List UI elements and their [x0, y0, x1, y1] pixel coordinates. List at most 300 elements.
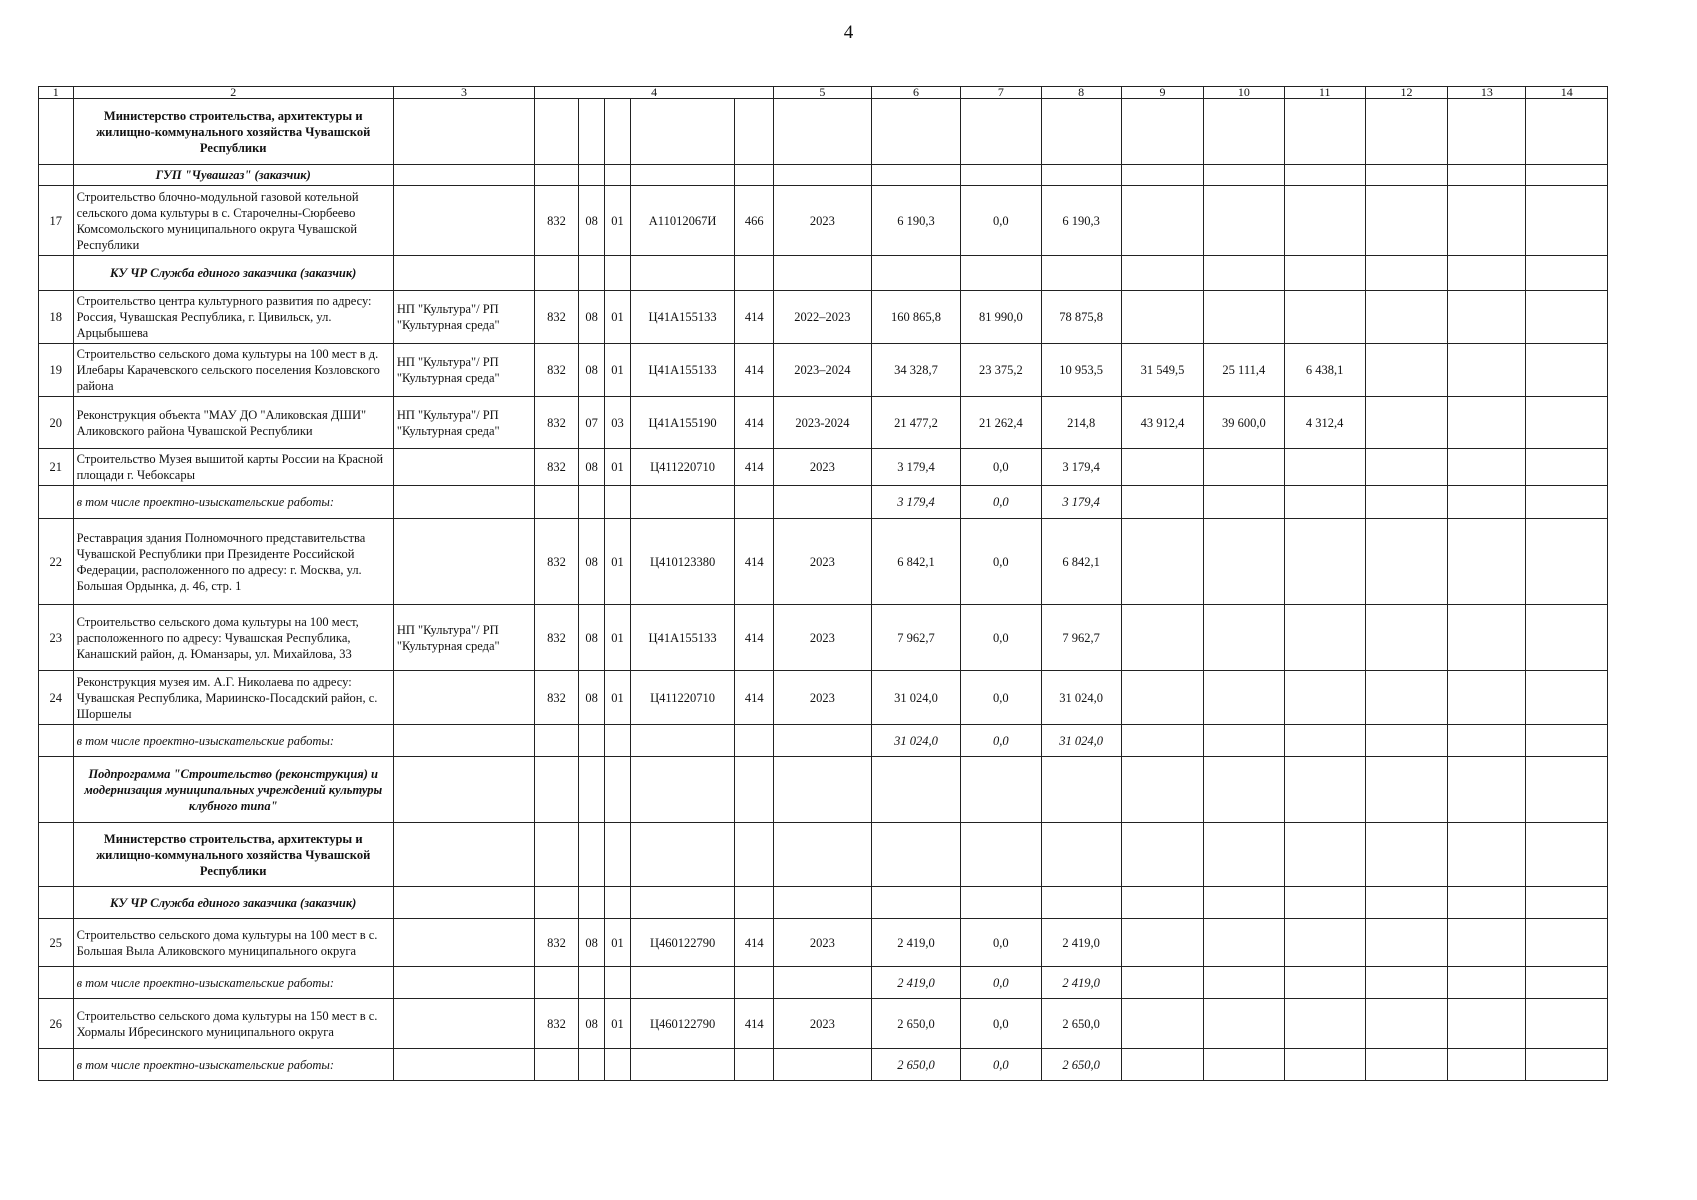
code-section: 08	[578, 519, 604, 605]
empty-c7	[961, 887, 1041, 919]
code-subsection	[605, 757, 630, 823]
program-name	[393, 519, 534, 605]
code-expense-type	[735, 887, 774, 919]
empty-c9	[1121, 757, 1203, 823]
amount-c6: 2 419,0	[871, 919, 960, 967]
empty-c13	[1448, 1049, 1526, 1081]
amount-c7: 0,0	[961, 671, 1041, 725]
table-row	[39, 291, 1608, 344]
code-section	[578, 823, 604, 887]
empty-c14	[1526, 605, 1608, 671]
empty-c14	[1526, 1049, 1608, 1081]
row-number: 17	[39, 186, 74, 256]
empty-c11	[1284, 967, 1365, 999]
empty-c11	[1284, 757, 1365, 823]
code-section: 07	[578, 397, 604, 449]
program-name: НП "Культура"/ РП "Культурная среда"	[393, 397, 534, 449]
amount-c8: 7 962,7	[1041, 605, 1121, 671]
empty-c14	[1526, 291, 1608, 344]
design-works-row	[39, 967, 1608, 999]
amount-c7: 0,0	[961, 919, 1041, 967]
code-section	[578, 99, 604, 165]
subprogram-label: Подпрограмма "Строительство (реконструкция) и модернизация муниципальных учреждений культуры клубного типа"	[73, 757, 393, 823]
empty-c7	[961, 165, 1041, 186]
code-section	[578, 725, 604, 757]
column-number: 2	[73, 87, 393, 99]
empty-c12	[1365, 605, 1447, 671]
empty-c14	[1526, 256, 1608, 291]
program-name	[393, 1049, 534, 1081]
code-subsection: 01	[605, 449, 630, 486]
table-row	[39, 449, 1608, 486]
code-section: 08	[578, 605, 604, 671]
design-works-row	[39, 725, 1608, 757]
empty-c11	[1284, 99, 1365, 165]
period: 2023	[774, 999, 872, 1049]
empty-c9	[1121, 823, 1203, 887]
period: 2023–2024	[774, 344, 872, 397]
empty-c12	[1365, 887, 1447, 919]
amount-c8: 2 419,0	[1041, 919, 1121, 967]
amount-c6: 6 190,3	[871, 186, 960, 256]
amount-c9	[1121, 186, 1203, 256]
amount-c7: 0,0	[961, 605, 1041, 671]
amount-c11	[1284, 449, 1365, 486]
amount-c9: 31 549,5	[1121, 344, 1203, 397]
code-section	[578, 887, 604, 919]
code-grbs	[535, 823, 579, 887]
empty-c12	[1365, 999, 1447, 1049]
code-target-article	[630, 165, 735, 186]
period: 2023	[774, 671, 872, 725]
empty-c8	[1041, 887, 1121, 919]
row-number: 18	[39, 291, 74, 344]
empty-c12	[1365, 165, 1447, 186]
customer-label: КУ ЧР Служба единого заказчика (заказчик)	[73, 887, 393, 919]
design-works-label: в том числе проектно-изыскательские работы:	[73, 486, 393, 519]
code-subsection	[605, 887, 630, 919]
ministry-label: Министерство строительства, архитектуры и жилищно-коммунального хозяйства Чувашской Республики	[73, 99, 393, 165]
design-works-row	[39, 486, 1608, 519]
row-number: 23	[39, 605, 74, 671]
code-grbs	[535, 256, 579, 291]
code-expense-type	[735, 725, 774, 757]
amount-c8: 78 875,8	[1041, 291, 1121, 344]
column-number: 14	[1526, 87, 1608, 99]
amount-c6: 160 865,8	[871, 291, 960, 344]
empty-c8	[1041, 757, 1121, 823]
empty-c7	[961, 99, 1041, 165]
table-row	[39, 519, 1608, 605]
code-grbs: 832	[535, 186, 579, 256]
empty-c9	[1121, 99, 1203, 165]
amount-c11	[1284, 291, 1365, 344]
row-number: 26	[39, 999, 74, 1049]
code-section	[578, 967, 604, 999]
code-target-article: Ц460122790	[630, 919, 735, 967]
empty-c14	[1526, 919, 1608, 967]
row-number	[39, 757, 74, 823]
empty-c8	[1041, 256, 1121, 291]
code-grbs: 832	[535, 605, 579, 671]
row-number	[39, 99, 74, 165]
code-target-article	[630, 256, 735, 291]
amount-c10	[1204, 449, 1284, 486]
amount-c8: 2 419,0	[1041, 967, 1121, 999]
period	[774, 165, 872, 186]
amount-c9	[1121, 291, 1203, 344]
empty-c14	[1526, 449, 1608, 486]
empty-c13	[1448, 344, 1526, 397]
table-row	[39, 397, 1608, 449]
program-name: НП "Культура"/ РП "Культурная среда"	[393, 344, 534, 397]
period	[774, 725, 872, 757]
code-section	[578, 757, 604, 823]
amount-c6: 34 328,7	[871, 344, 960, 397]
code-grbs: 832	[535, 344, 579, 397]
ministry-label: Министерство строительства, архитектуры и жилищно-коммунального хозяйства Чувашской Республики	[73, 823, 393, 887]
empty-c8	[1041, 99, 1121, 165]
table-body	[39, 87, 1608, 1081]
column-number: 13	[1448, 87, 1526, 99]
code-expense-type	[735, 1049, 774, 1081]
empty-c13	[1448, 165, 1526, 186]
amount-c9	[1121, 999, 1203, 1049]
period	[774, 757, 872, 823]
column-number: 7	[961, 87, 1041, 99]
amount-c9	[1121, 605, 1203, 671]
amount-c7: 0,0	[961, 186, 1041, 256]
empty-c13	[1448, 671, 1526, 725]
code-expense-type: 414	[735, 344, 774, 397]
column-number: 12	[1365, 87, 1447, 99]
code-expense-type: 414	[735, 671, 774, 725]
empty-c6	[871, 823, 960, 887]
program-name	[393, 449, 534, 486]
code-grbs	[535, 1049, 579, 1081]
design-works-row	[39, 1049, 1608, 1081]
object-name: Строительство центра культурного развития по адресу: Россия, Чувашская Республика, г. Цивильск, ул. Арцыбышева	[73, 291, 393, 344]
empty-c13	[1448, 823, 1526, 887]
empty-c11	[1284, 165, 1365, 186]
empty-c9	[1121, 967, 1203, 999]
design-works-label: в том числе проектно-изыскательские работы:	[73, 725, 393, 757]
empty-c14	[1526, 671, 1608, 725]
code-section	[578, 165, 604, 186]
column-number: 6	[871, 87, 960, 99]
code-section	[578, 256, 604, 291]
amount-c10	[1204, 186, 1284, 256]
code-expense-type: 466	[735, 186, 774, 256]
code-section	[578, 486, 604, 519]
empty-c9	[1121, 887, 1203, 919]
code-section: 08	[578, 449, 604, 486]
code-subsection: 01	[605, 519, 630, 605]
row-number	[39, 486, 74, 519]
code-section	[578, 1049, 604, 1081]
period	[774, 823, 872, 887]
code-grbs	[535, 887, 579, 919]
empty-c13	[1448, 919, 1526, 967]
empty-c14	[1526, 186, 1608, 256]
empty-c13	[1448, 186, 1526, 256]
code-subsection	[605, 1049, 630, 1081]
empty-c14	[1526, 344, 1608, 397]
empty-c9	[1121, 165, 1203, 186]
empty-c14	[1526, 725, 1608, 757]
empty-c11	[1284, 256, 1365, 291]
code-section: 08	[578, 671, 604, 725]
program-name	[393, 99, 534, 165]
empty-c12	[1365, 449, 1447, 486]
empty-c12	[1365, 823, 1447, 887]
code-expense-type	[735, 256, 774, 291]
program-name	[393, 887, 534, 919]
empty-c12	[1365, 486, 1447, 519]
code-target-article: Ц41А155133	[630, 605, 735, 671]
code-grbs	[535, 165, 579, 186]
code-grbs: 832	[535, 999, 579, 1049]
page-number: 4	[843, 22, 854, 43]
code-expense-type: 414	[735, 605, 774, 671]
empty-c13	[1448, 887, 1526, 919]
amount-c11	[1284, 519, 1365, 605]
code-subsection	[605, 823, 630, 887]
code-expense-type	[735, 165, 774, 186]
amount-c10	[1204, 291, 1284, 344]
period: 2023-2024	[774, 397, 872, 449]
empty-c12	[1365, 344, 1447, 397]
column-number: 9	[1121, 87, 1203, 99]
period	[774, 1049, 872, 1081]
amount-c8: 6 842,1	[1041, 519, 1121, 605]
amount-c11	[1284, 671, 1365, 725]
object-name: Строительство сельского дома культуры на 100 мест в д. Илебары Карачевского сельского поселения Козловского района	[73, 344, 393, 397]
customer-label: ГУП "Чувашгаз" (заказчик)	[73, 165, 393, 186]
amount-c8: 2 650,0	[1041, 1049, 1121, 1081]
code-target-article	[630, 1049, 735, 1081]
column-number: 5	[774, 87, 872, 99]
amount-c10	[1204, 519, 1284, 605]
amount-c7: 0,0	[961, 486, 1041, 519]
object-name: Строительство сельского дома культуры на 100 мест в с. Большая Выла Аликовского муниципального округа	[73, 919, 393, 967]
table-row	[39, 671, 1608, 725]
empty-c14	[1526, 757, 1608, 823]
program-name	[393, 725, 534, 757]
amount-c6: 2 419,0	[871, 967, 960, 999]
empty-c13	[1448, 291, 1526, 344]
code-section: 08	[578, 291, 604, 344]
amount-c6: 7 962,7	[871, 605, 960, 671]
amount-c8: 2 650,0	[1041, 999, 1121, 1049]
amount-c10	[1204, 999, 1284, 1049]
empty-c12	[1365, 256, 1447, 291]
empty-c9	[1121, 256, 1203, 291]
empty-c13	[1448, 967, 1526, 999]
empty-c13	[1448, 519, 1526, 605]
code-subsection: 01	[605, 291, 630, 344]
amount-c10: 39 600,0	[1204, 397, 1284, 449]
empty-c11	[1284, 823, 1365, 887]
program-name	[393, 967, 534, 999]
code-target-article: Ц41А155133	[630, 291, 735, 344]
empty-c13	[1448, 449, 1526, 486]
investment-table	[38, 86, 1608, 1081]
amount-c7: 0,0	[961, 519, 1041, 605]
object-name: Реставрация здания Полномочного представительства Чувашской Республики при Президенте Российской Федерации, расположенного по адресу: г. Москва, ул. Большая Ордынка, д. 46, стр. 1	[73, 519, 393, 605]
code-subsection	[605, 967, 630, 999]
code-target-article: Ц411220710	[630, 671, 735, 725]
empty-c10	[1204, 99, 1284, 165]
code-subsection	[605, 165, 630, 186]
row-number	[39, 725, 74, 757]
period	[774, 486, 872, 519]
amount-c7: 0,0	[961, 1049, 1041, 1081]
customer-label: КУ ЧР Служба единого заказчика (заказчик)	[73, 256, 393, 291]
code-expense-type: 414	[735, 397, 774, 449]
code-section: 08	[578, 999, 604, 1049]
code-expense-type	[735, 99, 774, 165]
period: 2023	[774, 519, 872, 605]
empty-c6	[871, 256, 960, 291]
amount-c10	[1204, 671, 1284, 725]
empty-c12	[1365, 186, 1447, 256]
empty-c9	[1121, 486, 1203, 519]
code-expense-type	[735, 486, 774, 519]
empty-c13	[1448, 256, 1526, 291]
empty-c13	[1448, 999, 1526, 1049]
amount-c10	[1204, 605, 1284, 671]
code-target-article	[630, 486, 735, 519]
amount-c7: 0,0	[961, 967, 1041, 999]
code-target-article: Ц411220710	[630, 449, 735, 486]
code-target-article	[630, 823, 735, 887]
program-name	[393, 671, 534, 725]
empty-c10	[1204, 823, 1284, 887]
empty-c12	[1365, 919, 1447, 967]
code-grbs: 832	[535, 919, 579, 967]
amount-c7: 23 375,2	[961, 344, 1041, 397]
amount-c6: 31 024,0	[871, 725, 960, 757]
code-expense-type: 414	[735, 999, 774, 1049]
empty-c13	[1448, 605, 1526, 671]
period: 2023	[774, 605, 872, 671]
object-name: Реконструкция объекта "МАУ ДО "Аликовская ДШИ" Аликовского района Чувашской Республики	[73, 397, 393, 449]
amount-c10: 25 111,4	[1204, 344, 1284, 397]
empty-c14	[1526, 99, 1608, 165]
code-target-article	[630, 887, 735, 919]
customer-row	[39, 256, 1608, 291]
code-target-article	[630, 725, 735, 757]
program-name	[393, 919, 534, 967]
code-target-article	[630, 99, 735, 165]
code-expense-type: 414	[735, 919, 774, 967]
code-subsection: 03	[605, 397, 630, 449]
empty-c14	[1526, 519, 1608, 605]
code-expense-type	[735, 757, 774, 823]
code-subsection: 01	[605, 671, 630, 725]
row-number	[39, 823, 74, 887]
amount-c8: 3 179,4	[1041, 449, 1121, 486]
column-number-row	[39, 87, 1608, 99]
program-name	[393, 186, 534, 256]
table-row	[39, 999, 1608, 1049]
code-expense-type: 414	[735, 519, 774, 605]
code-grbs	[535, 486, 579, 519]
row-number: 22	[39, 519, 74, 605]
program-name: НП "Культура"/ РП "Культурная среда"	[393, 605, 534, 671]
code-grbs: 832	[535, 671, 579, 725]
code-grbs	[535, 99, 579, 165]
program-name	[393, 486, 534, 519]
amount-c7: 0,0	[961, 725, 1041, 757]
empty-c12	[1365, 397, 1447, 449]
row-number: 21	[39, 449, 74, 486]
table-row	[39, 605, 1608, 671]
empty-c10	[1204, 967, 1284, 999]
program-name	[393, 757, 534, 823]
amount-c9	[1121, 671, 1203, 725]
code-target-article: Ц41А155190	[630, 397, 735, 449]
row-number: 25	[39, 919, 74, 967]
amount-c6: 2 650,0	[871, 999, 960, 1049]
code-grbs: 832	[535, 449, 579, 486]
amount-c6: 3 179,4	[871, 449, 960, 486]
column-number: 4	[535, 87, 774, 99]
amount-c8: 10 953,5	[1041, 344, 1121, 397]
amount-c7: 81 990,0	[961, 291, 1041, 344]
period: 2023	[774, 919, 872, 967]
code-subsection	[605, 725, 630, 757]
empty-c11	[1284, 725, 1365, 757]
empty-c14	[1526, 823, 1608, 887]
empty-c12	[1365, 99, 1447, 165]
empty-c12	[1365, 291, 1447, 344]
period	[774, 887, 872, 919]
code-target-article: Ц410123380	[630, 519, 735, 605]
amount-c11	[1284, 919, 1365, 967]
code-expense-type: 414	[735, 291, 774, 344]
code-expense-type	[735, 967, 774, 999]
code-subsection: 01	[605, 186, 630, 256]
empty-c14	[1526, 887, 1608, 919]
code-grbs	[535, 967, 579, 999]
customer-row	[39, 165, 1608, 186]
amount-c11: 4 312,4	[1284, 397, 1365, 449]
column-number: 10	[1204, 87, 1284, 99]
empty-c6	[871, 99, 960, 165]
code-target-article	[630, 757, 735, 823]
code-target-article: Ц41А155133	[630, 344, 735, 397]
empty-c6	[871, 757, 960, 823]
amount-c6: 31 024,0	[871, 671, 960, 725]
row-number: 20	[39, 397, 74, 449]
object-name: Строительство блочно-модульной газовой котельной сельского дома культуры в с. Старочелны-Сюрбеево Комсомольского муниципального округа Чувашской Республики	[73, 186, 393, 256]
code-subsection	[605, 256, 630, 291]
column-number: 11	[1284, 87, 1365, 99]
code-target-article	[630, 967, 735, 999]
empty-c10	[1204, 725, 1284, 757]
program-name	[393, 165, 534, 186]
amount-c9	[1121, 919, 1203, 967]
amount-c6: 3 179,4	[871, 486, 960, 519]
section-row	[39, 757, 1608, 823]
column-number: 8	[1041, 87, 1121, 99]
period	[774, 99, 872, 165]
amount-c8: 3 179,4	[1041, 486, 1121, 519]
object-name: Реконструкция музея им. А.Г. Николаева по адресу: Чувашская Республика, Мариинско-Посадский район, с. Шоршелы	[73, 671, 393, 725]
empty-c13	[1448, 725, 1526, 757]
